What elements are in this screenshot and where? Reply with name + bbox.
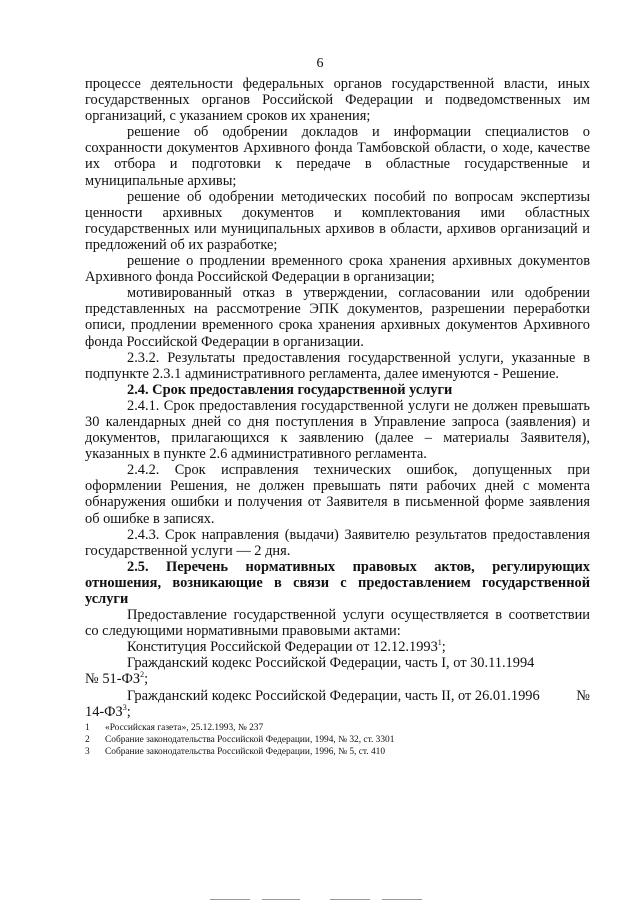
paragraph: решение об одобрении докладов и информации специалистов о сохранности документов Архивного фонда Тамбовской области, о ходе, качестве их отбора и подготовки к передаче в областные государственные и муниципальные архивы; [85,124,590,189]
act-number: № 51-ФЗ [85,671,141,688]
paragraph: мотивированный отказ в утверждении, согласовании или одобрении представленных на рассмотрение ЭПК документов, разрешении переработки описи, продлении временного срока хранения архивных документов Архивного фонда Российской Федерации в организации. [85,285,590,350]
scan-artifact-line [330,899,370,900]
paragraph: процессе деятельности федеральных органов государственной власти, иных государственных органов Российской Федерации и подведомственных им организаций, с указанием сроков их хранения; [85,76,590,125]
footnote-text: Собрание законодательства Российской Федерации, 1994, № 32, ст. 3301 [105,735,395,745]
footnote-ref: 1 [437,638,442,648]
paragraph: решение о продлении временного срока хранения архивных документов Архивного фонда Российской Федерации в организации; [85,253,590,286]
section-heading: 2.4. Срок предоставления государственной услуги [127,381,453,398]
scan-artifact-line [262,899,300,900]
number-sign: № [576,687,590,704]
paragraph: Предоставление государственной услуги осуществляется в соответствии со следующими нормативными правовыми актами: [85,607,590,640]
page-number: 6 [316,56,324,71]
footnote-number: 3 [85,747,90,757]
paragraph: 2.4.1. Срок предоставления государственной услуги не должен превышать 30 календарных дней со дня поступления в Управление запроса (заявления) и документов, прилагающихся к заявлению (далее – материалы Заявителя), указанных в пункте 2.6 административного регламента. [85,397,590,463]
act-number: 14-ФЗ [85,703,123,720]
footnote-number: 2 [85,735,90,745]
footnote-ref: 3 [122,702,127,712]
footnote-text: «Российская газета», 25.12.1993, № 237 [105,723,264,733]
act-text: Гражданский кодекс Российской Федерации, часть I, от 30.11.1994 [127,655,535,672]
paragraph: решение об одобрении методических пособий по вопросам экспертизы ценности архивных документов и комплектования ими областных государственных или муниципальных архивов в области, архивов организаций и предложений об их разработке; [85,188,590,253]
punctuation: ; [126,703,131,720]
paragraph [85,639,590,655]
scan-artifact-line [382,899,422,900]
footnote [85,734,590,746]
footnote-text: Собрание законодательства Российской Федерации, 1996, № 5, ст. 410 [105,747,386,757]
footnote [85,746,590,758]
footnote [85,722,590,734]
punctuation: ; [144,671,149,688]
footnote-number: 1 [85,723,90,733]
punctuation: ; [441,639,446,656]
scan-artifact-line [210,899,250,900]
paragraph: 2.4.3. Срок направления (выдачи) Заявителю результатов предоставления государственной услуги — 2 дня. [85,526,590,559]
paragraph [85,688,590,704]
section-heading: 2.5. Перечень нормативных правовых актов, регулирующих отношения, возникающие в связи с предоставлением государственной услуги [85,558,590,607]
paragraph: 2.4.2. Срок исправления технических ошибок, допущенных при оформлении Решения, не должен превышать пяти рабочих дней с момента обнаружения ошибки и получения от Заявителя в письменной форме заявления об ошибке в записях. [85,462,590,527]
document-body [85,76,590,720]
footnote-ref: 2 [140,670,145,680]
paragraph: 2.3.2. Результаты предоставления государственной услуги, указанные в подпункте 2.3.1 административного регламента, далее именуются - Решение. [85,349,590,382]
act-text: Конституция Российской Федерации от 12.12.1993 [127,639,438,656]
paragraph [85,655,590,671]
footnotes [85,722,590,758]
paragraph-continuation [85,671,590,687]
paragraph-continuation [85,704,590,720]
act-text: Гражданский кодекс Российской Федерации, часть II, от 26.01.1996 [127,687,540,704]
